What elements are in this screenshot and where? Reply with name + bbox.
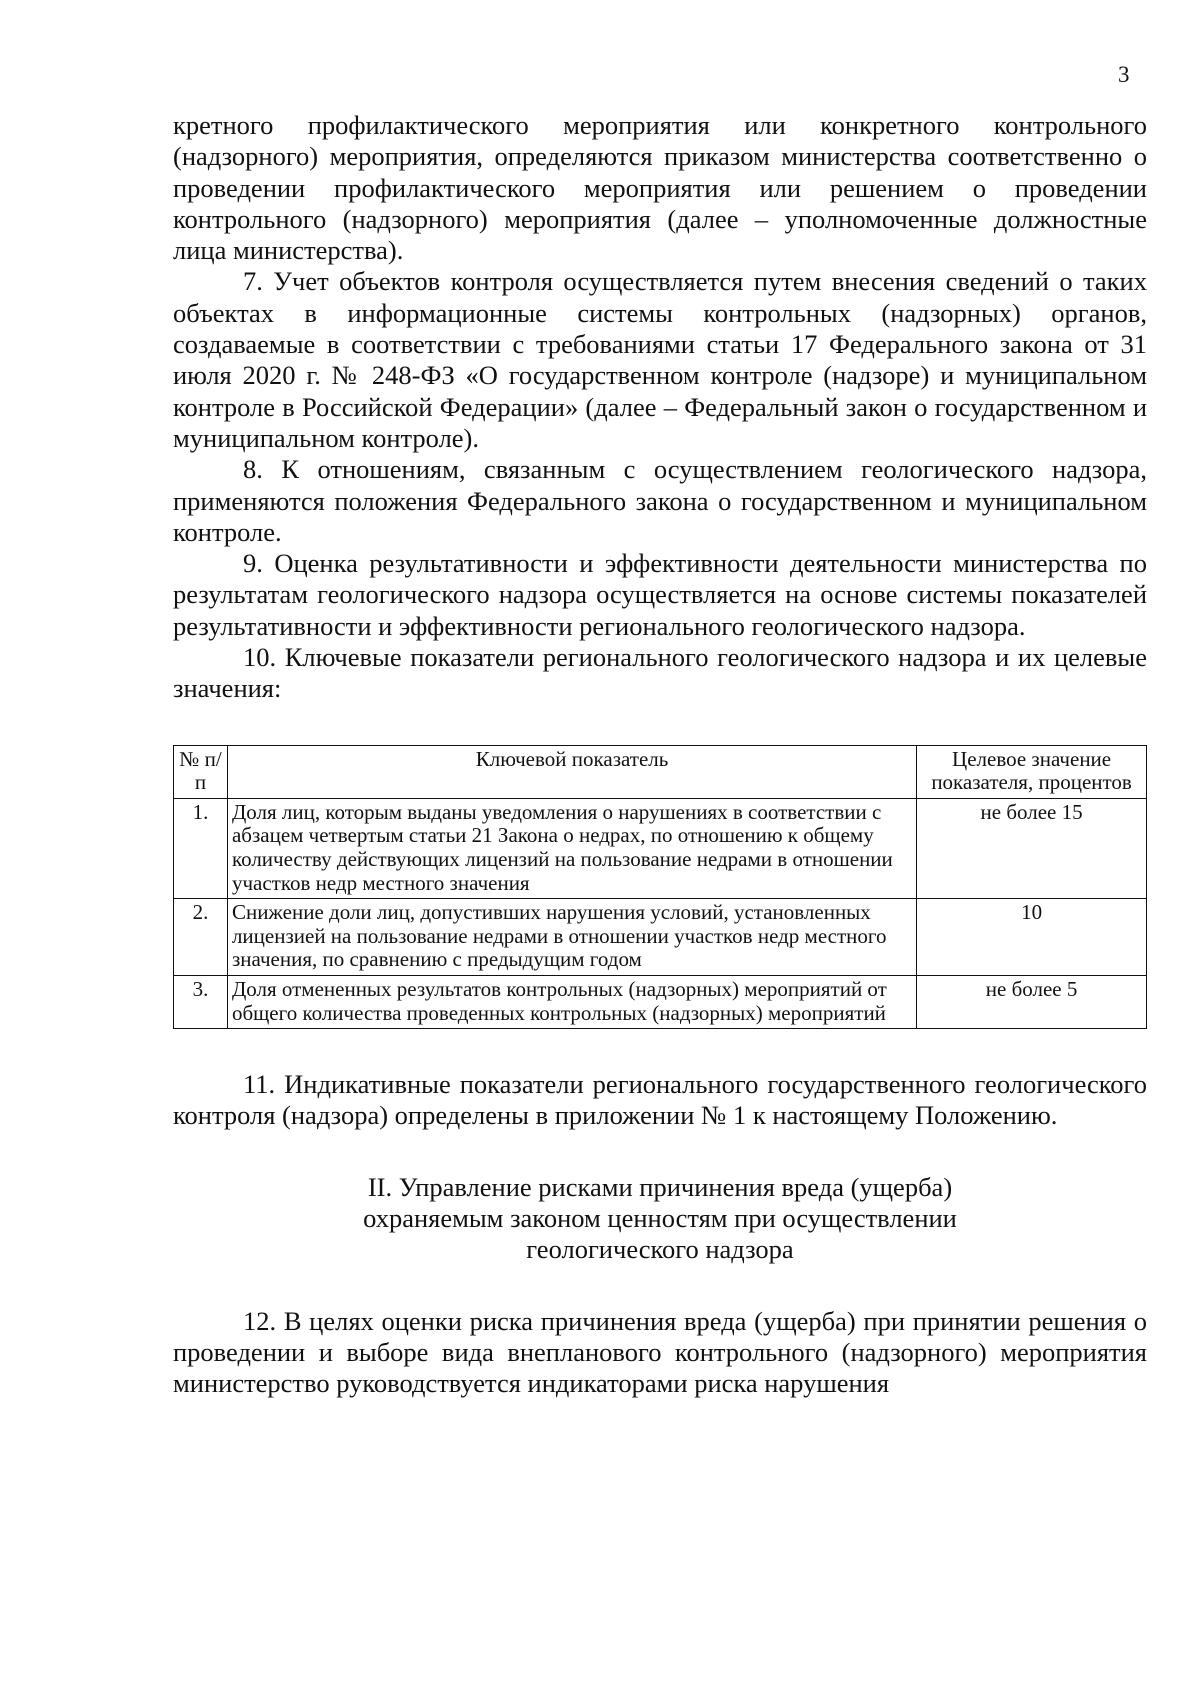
paragraph-11: 11. Индикативные показатели регионального государственного геологического контроля (надзора) определены в приложении № 1 к настоящему Положению.: [173, 1069, 1147, 1131]
table-row: [174, 975, 1147, 1028]
paragraph-8: 8. К отношениям, связанным с осуществлением геологического надзора, применяются положения Федерального закона о государственном и муниципальном контроле.: [173, 454, 1147, 547]
paragraph-7: 7. Учет объектов контроля осуществляется путем внесения сведений о таких объектах в информационные системы контрольных (надзорных) органов, создаваемые в соответствии с требованиями статьи 17 Федерального закона от 31 июля 2020 г. № 248-ФЗ «О государственном контроле (надзоре) и муниципальном контроле в Российской Федерации» (далее – Федеральный закон о государственном и муниципальном контроле).: [173, 266, 1147, 453]
row-number: 3.: [174, 975, 228, 1028]
row-indicator: Снижение доли лиц, допустивших нарушения условий, установленных лицензией на пользование недрами в отношении участков недр местного значения, по сравнению с предыдущим годом: [227, 899, 916, 976]
document-body: [173, 110, 1147, 1400]
table-header-row: [174, 745, 1147, 798]
row-number: 1.: [174, 798, 228, 898]
row-indicator: Доля лиц, которым выданы уведомления о нарушениях в соответствии с абзацем четвертым статьи 21 Закона о недрах, по отношению к общему количеству действующих лицензий на пользование недрами в отношении участков недр местного значения: [227, 798, 916, 898]
paragraph-continuation: кретного профилактического мероприятия или конкретного контрольного (надзорного) мероприятия, определяются приказом министерства соответственно о проведении профилактического мероприятия или решением о проведении контрольного (надзорного) мероприятия (далее – уполномоченные должностные лица министерства).: [173, 110, 1147, 266]
page-number: 3: [1118, 62, 1130, 87]
table-row: [174, 899, 1147, 976]
key-indicators-table: [173, 745, 1147, 1030]
section-title-line-3: геологического надзора: [526, 1234, 794, 1265]
row-indicator: Доля отмененных результатов контрольных (надзорных) мероприятий от общего количества проведенных контрольных (надзорных) мероприятий: [227, 975, 916, 1028]
paragraph-9: 9. Оценка результативности и эффективности деятельности министерства по результатам геологического надзора осуществляется на основе системы показателей результативности и эффективности регионального геологического надзора.: [173, 548, 1147, 641]
section-title-line-2: охраняемым законом ценностям при осуществлении: [363, 1203, 957, 1234]
row-target-value: 10: [917, 899, 1147, 976]
table-row: [174, 798, 1147, 898]
row-number: 2.: [174, 899, 228, 976]
paragraph-12: 12. В целях оценки риска причинения вреда (ущерба) при принятии решения о проведении и выборе вида внепланового контрольного (надзорного) мероприятия министерство руководствуется индикаторами риска нарушения: [173, 1305, 1147, 1399]
section-title: [173, 1172, 1147, 1266]
row-target-value: не более 5: [917, 975, 1147, 1028]
header-indicator: Ключевой показатель: [227, 745, 916, 798]
header-target-value: Целевое значение показателя, процентов: [917, 745, 1147, 798]
section-title-line-1: II. Управление рисками причинения вреда (ущерба): [367, 1171, 953, 1202]
row-target-value: не более 15: [917, 798, 1147, 898]
header-number: № п/п: [174, 745, 228, 798]
paragraph-10: 10. Ключевые показатели регионального геологического надзора и их целевые значения:: [173, 642, 1147, 704]
